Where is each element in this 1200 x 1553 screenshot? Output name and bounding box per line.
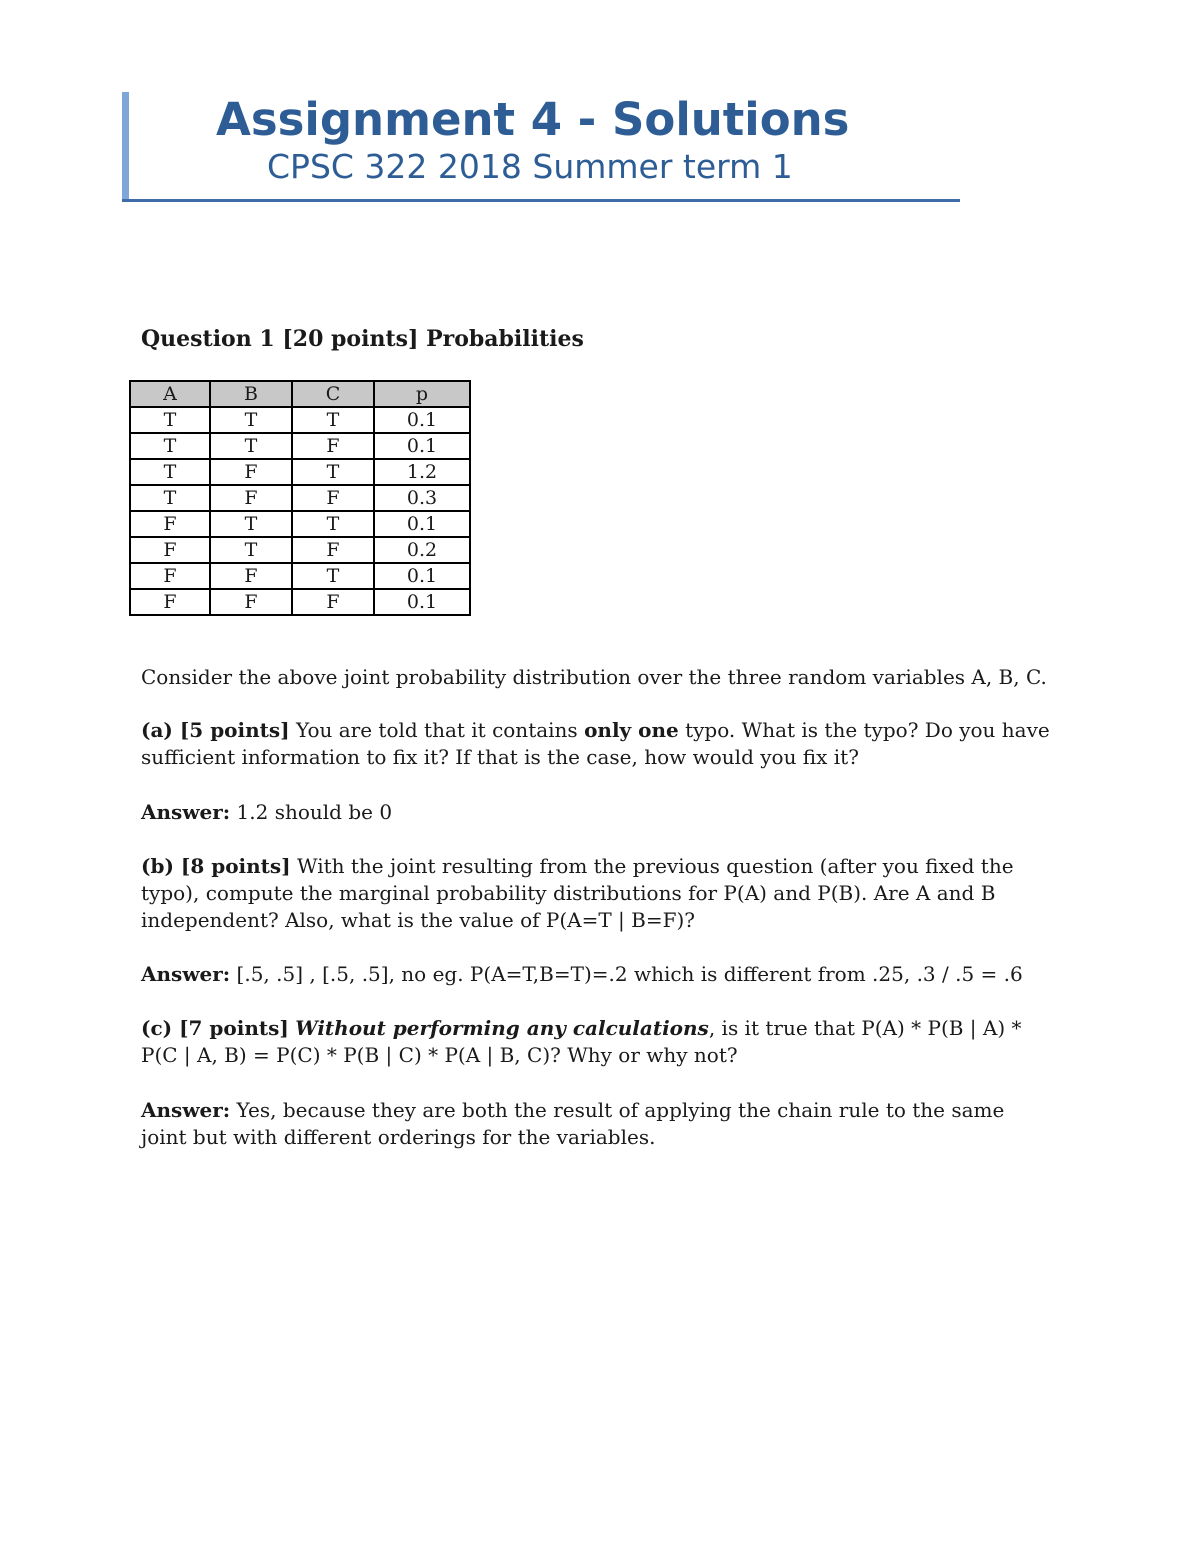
part-c-answer-label: Answer: bbox=[141, 1098, 231, 1122]
title-accent-bar bbox=[122, 92, 129, 200]
table-cell: F bbox=[210, 459, 292, 485]
table-row bbox=[130, 407, 470, 433]
table-cell: F bbox=[130, 563, 210, 589]
table-cell: F bbox=[210, 589, 292, 615]
part-a-question bbox=[141, 717, 1056, 771]
title-block bbox=[122, 92, 960, 202]
column-header-c: C bbox=[292, 381, 374, 407]
part-b-answer-text: [.5, .5] , [.5, .5], no eg. P(A=T,B=T)=.2 which is different from .25, .3 / .5 = .6 bbox=[230, 962, 1023, 986]
table-cell: T bbox=[210, 407, 292, 433]
table-cell: F bbox=[292, 433, 374, 459]
part-b-question bbox=[141, 853, 1056, 934]
part-c-answer-text: Yes, because they are both the result of applying the chain rule to the same joint but with different orderings for the variables. bbox=[141, 1098, 1005, 1149]
question-intro: Consider the above joint probability distribution over the three random variables A, B, C. bbox=[141, 665, 1047, 689]
part-a-text-before: You are told that it contains bbox=[289, 718, 585, 742]
document-title: Assignment 4 - Solutions bbox=[216, 93, 850, 146]
part-b-text: With the joint resulting from the previous question (after you fixed the typo), compute the marginal probability distributions for P(A) and P(B). Are A and B independent? Also, what is the value of P(A=T | B=F)? bbox=[141, 854, 1014, 932]
table-cell: 0.2 bbox=[374, 537, 470, 563]
part-c-text: , is it true that P(A) * P(B | A) * P(C | A, B) = P(C) * P(B | C) * P(A | B, C)? Why or why not? bbox=[141, 1016, 1022, 1067]
part-b-answer bbox=[141, 961, 1056, 988]
part-a-answer-text: 1.2 should be 0 bbox=[230, 800, 393, 824]
part-b-label: (b) [8 points] bbox=[141, 854, 291, 878]
table-cell: F bbox=[292, 485, 374, 511]
part-a-emphasis: only one bbox=[584, 718, 679, 742]
table-cell: 0.1 bbox=[374, 511, 470, 537]
column-header-b: B bbox=[210, 381, 292, 407]
table-cell: T bbox=[130, 433, 210, 459]
table-cell: 0.1 bbox=[374, 433, 470, 459]
table-header-row bbox=[130, 381, 470, 407]
table-row bbox=[130, 433, 470, 459]
table-row bbox=[130, 511, 470, 537]
part-a-label: (a) [5 points] bbox=[141, 718, 290, 742]
part-c-question bbox=[141, 1015, 1056, 1069]
table-cell: T bbox=[292, 563, 374, 589]
column-header-p: p bbox=[374, 381, 470, 407]
table-cell: T bbox=[210, 537, 292, 563]
table-cell: T bbox=[210, 433, 292, 459]
part-a-answer-label: Answer: bbox=[141, 800, 231, 824]
table-cell: 0.1 bbox=[374, 563, 470, 589]
table-cell: F bbox=[130, 537, 210, 563]
table-cell: T bbox=[292, 459, 374, 485]
joint-probability-table bbox=[129, 380, 471, 616]
table-cell: T bbox=[292, 407, 374, 433]
table-cell: T bbox=[130, 459, 210, 485]
table-row bbox=[130, 537, 470, 563]
table-cell: 0.1 bbox=[374, 589, 470, 615]
table-cell: F bbox=[210, 563, 292, 589]
table-cell: T bbox=[292, 511, 374, 537]
column-header-a: A bbox=[130, 381, 210, 407]
table-row bbox=[130, 563, 470, 589]
table-cell: F bbox=[130, 511, 210, 537]
table-cell: F bbox=[210, 485, 292, 511]
part-c-emphasis: Without performing any calculations bbox=[295, 1016, 709, 1040]
question-1-heading: Question 1 [20 points] Probabilities bbox=[141, 326, 584, 352]
table-cell: 0.3 bbox=[374, 485, 470, 511]
table-cell: F bbox=[130, 589, 210, 615]
table-row bbox=[130, 589, 470, 615]
part-a-answer bbox=[141, 799, 1056, 826]
table-cell: 1.2 bbox=[374, 459, 470, 485]
table-cell: T bbox=[130, 485, 210, 511]
part-c-answer bbox=[141, 1097, 1056, 1151]
document-subtitle: CPSC 322 2018 Summer term 1 bbox=[267, 147, 793, 186]
part-a-text-after: typo. What is the typo? Do you have sufficient information to fix it? If that is the case, how would you fix it? bbox=[141, 718, 1050, 769]
table-cell: T bbox=[130, 407, 210, 433]
table-cell: F bbox=[292, 589, 374, 615]
table-cell: F bbox=[292, 537, 374, 563]
part-b-answer-label: Answer: bbox=[141, 962, 231, 986]
question-1-section bbox=[141, 322, 1056, 1149]
table-row bbox=[130, 459, 470, 485]
table-cell: 0.1 bbox=[374, 407, 470, 433]
part-c-label: (c) [7 points] bbox=[141, 1016, 289, 1040]
title-underline bbox=[122, 199, 960, 202]
table-cell: T bbox=[210, 511, 292, 537]
table-row bbox=[130, 485, 470, 511]
